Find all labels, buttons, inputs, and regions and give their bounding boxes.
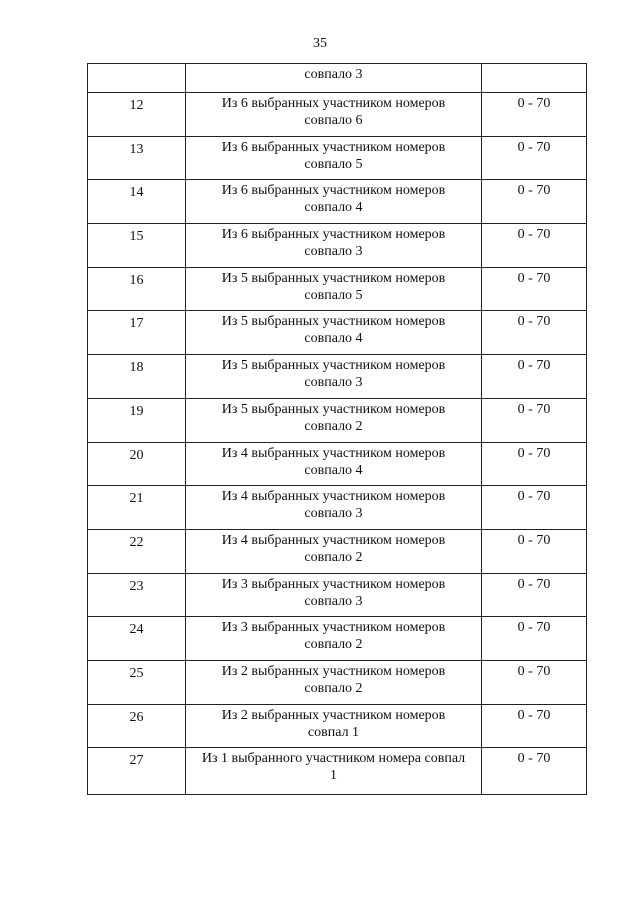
row-description-line-1: Из 4 выбранных участником номеров — [221, 445, 446, 461]
row-range-cell: 0 - 70 — [482, 267, 587, 311]
row-number-cell: 23 — [88, 573, 186, 617]
row-range-cell: 0 - 70 — [482, 398, 587, 442]
table-row — [88, 573, 587, 617]
row-description-cell — [186, 442, 482, 486]
row-number-cell: 22 — [88, 529, 186, 573]
row-description-line-2: совпало 4 — [304, 200, 363, 216]
row-description-line-2: совпало 2 — [304, 680, 363, 696]
row-description-line-1: Из 4 выбранных участником номеров — [221, 532, 446, 548]
table-row-continuation — [88, 64, 587, 93]
row-description-line-2: совпало 2 — [304, 418, 363, 434]
table-row — [88, 617, 587, 661]
table-row — [88, 704, 587, 748]
table-body — [88, 64, 587, 795]
row-description-cell — [186, 136, 482, 180]
prize-table — [87, 63, 587, 795]
row-description-line-1: Из 3 выбранных участником номеров — [221, 576, 446, 592]
row-description-line-2: совпало 2 — [304, 549, 363, 565]
row-range-cell: 0 - 70 — [482, 573, 587, 617]
row-description-line-1: Из 6 выбранных участником номеров — [221, 183, 446, 199]
row-description-cell — [186, 93, 482, 137]
row-description-cell — [186, 660, 482, 704]
row-description-line-1: Из 2 выбранных участником номеров — [221, 663, 446, 679]
row-range-cell — [482, 64, 587, 93]
row-description-cell — [186, 311, 482, 355]
row-range-cell: 0 - 70 — [482, 311, 587, 355]
table-row — [88, 529, 587, 573]
row-number-cell: 15 — [88, 224, 186, 268]
row-description-line-2: совпал 1 — [307, 724, 360, 740]
table-row — [88, 398, 587, 442]
row-number-cell — [88, 64, 186, 93]
table-row — [88, 486, 587, 530]
row-description-cell — [186, 529, 482, 573]
row-description-line-2: 1 — [330, 768, 337, 784]
row-description-cell — [186, 573, 482, 617]
row-description-cell — [186, 224, 482, 268]
row-description-line-2: совпало 3 — [304, 593, 363, 609]
row-description-line-1: Из 6 выбранных участником номеров — [221, 227, 446, 243]
row-description-line-1: Из 2 выбранных участником номеров — [221, 707, 446, 723]
row-description-line-1: Из 4 выбранных участником номеров — [221, 489, 446, 505]
row-description-cell: совпало 3 — [186, 64, 482, 93]
row-range-cell: 0 - 70 — [482, 529, 587, 573]
row-range-cell: 0 - 70 — [482, 93, 587, 137]
row-range-cell: 0 - 70 — [482, 224, 587, 268]
page-number: 35 — [313, 36, 327, 51]
table-row — [88, 267, 587, 311]
row-description-cell — [186, 704, 482, 748]
row-number-cell: 20 — [88, 442, 186, 486]
row-number-cell: 18 — [88, 355, 186, 399]
row-range-cell: 0 - 70 — [482, 442, 587, 486]
row-number-cell: 17 — [88, 311, 186, 355]
row-number-cell: 14 — [88, 180, 186, 224]
row-number-cell: 26 — [88, 704, 186, 748]
row-description-line-2: совпало 2 — [304, 637, 363, 653]
row-number-cell: 21 — [88, 486, 186, 530]
table-row — [88, 180, 587, 224]
row-number-cell: 19 — [88, 398, 186, 442]
row-range-cell: 0 - 70 — [482, 180, 587, 224]
row-description-cell — [186, 748, 482, 795]
table-row — [88, 355, 587, 399]
row-description-line-1: Из 6 выбранных участником номеров — [221, 96, 446, 111]
row-range-cell: 0 - 70 — [482, 748, 587, 795]
row-range-cell: 0 - 70 — [482, 136, 587, 180]
row-number-cell: 25 — [88, 660, 186, 704]
row-description-cell — [186, 355, 482, 399]
row-description-cell — [186, 617, 482, 661]
table-row — [88, 136, 587, 180]
row-number-cell: 16 — [88, 267, 186, 311]
row-description-line-1: Из 6 выбранных участником номеров — [221, 139, 446, 155]
row-description-line-1: Из 5 выбранных участником номеров — [221, 270, 446, 286]
row-number-cell: 24 — [88, 617, 186, 661]
row-description-cell — [186, 398, 482, 442]
row-description-line-1: Из 1 выбранного участником номера совпал — [201, 751, 466, 767]
row-description-line-2: совпало 5 — [304, 156, 363, 172]
table-row — [88, 311, 587, 355]
table-row — [88, 93, 587, 137]
row-description-line-2: совпало 4 — [304, 462, 363, 478]
row-description-cell — [186, 486, 482, 530]
row-description-line-2: совпало 5 — [304, 287, 363, 303]
row-description-line-2: совпало 3 — [304, 375, 363, 391]
row-range-cell: 0 - 70 — [482, 355, 587, 399]
row-description-cell — [186, 180, 482, 224]
row-description-line-2: совпало 6 — [304, 113, 363, 128]
row-description-line-2: совпало 4 — [304, 331, 363, 347]
table-row — [88, 224, 587, 268]
row-number-cell: 27 — [88, 748, 186, 795]
row-description-line-1: Из 5 выбранных участником номеров — [221, 358, 446, 374]
row-number-cell: 13 — [88, 136, 186, 180]
row-description-line-2: совпало 3 — [304, 244, 363, 260]
row-range-cell: 0 - 70 — [482, 617, 587, 661]
table-row — [88, 748, 587, 795]
table-row — [88, 442, 587, 486]
row-description-line-2: совпало 3 — [304, 506, 363, 522]
row-description-line-1: Из 5 выбранных участником номеров — [221, 401, 446, 417]
row-description-line-1: Из 3 выбранных участником номеров — [221, 620, 446, 636]
table-row — [88, 660, 587, 704]
row-description-line-1: Из 5 выбранных участником номеров — [221, 314, 446, 330]
row-range-cell: 0 - 70 — [482, 704, 587, 748]
row-range-cell: 0 - 70 — [482, 660, 587, 704]
row-range-cell: 0 - 70 — [482, 486, 587, 530]
row-description-cell — [186, 267, 482, 311]
row-number-cell: 12 — [88, 93, 186, 137]
